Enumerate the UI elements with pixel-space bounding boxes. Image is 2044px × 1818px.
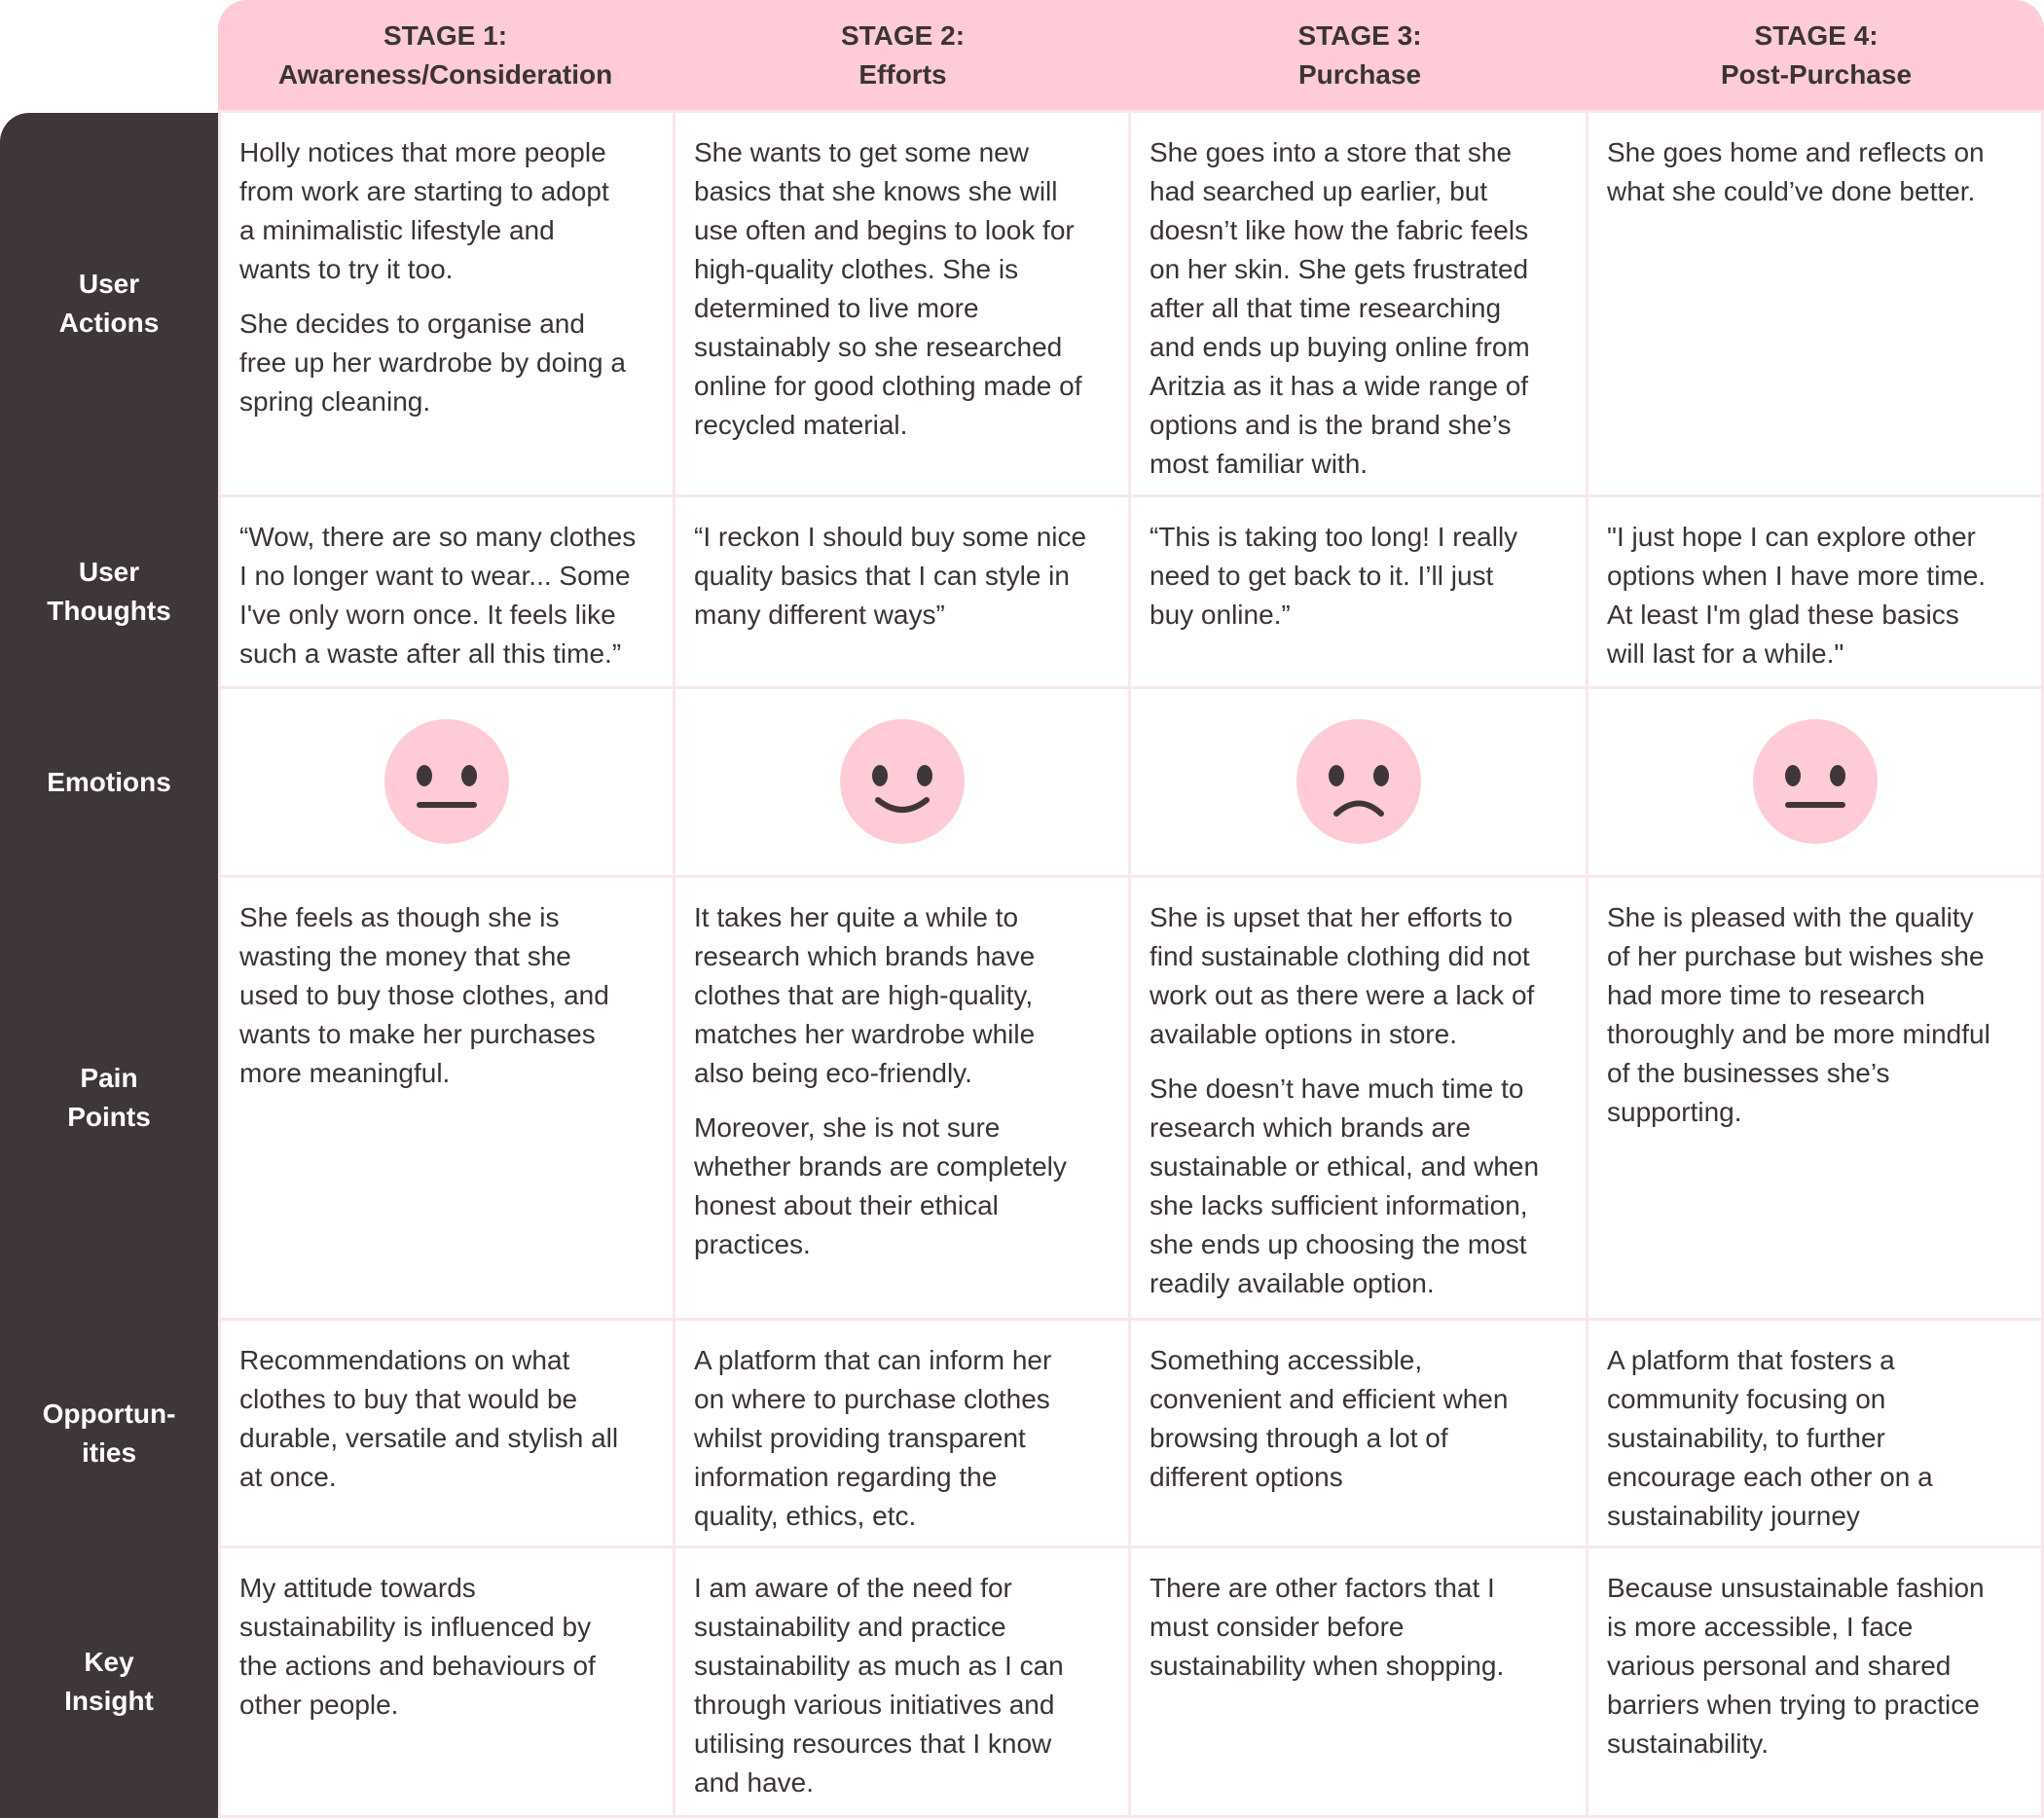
cell-paragraph: It takes her quite a while to research which brands have clothes that are high-quality, matches her wardrobe while also being eco-friendly. [694, 902, 1036, 1088]
cell-paragraph: Because unsustainable fashion is more accessible, I face various personal and shared barriers when trying to practice sustainability. [1607, 1573, 1985, 1759]
emotion-face [383, 718, 510, 855]
neutral-face-icon [1752, 718, 1879, 845]
cell-key-insight-stage-2 [673, 1545, 1131, 1818]
cell-emotions-stage-2 [673, 686, 1131, 878]
cell-paragraph: “Wow, there are so many clothes I no longer want to wear... Some I've only worn once. It feels like such a waste after all this time.” [239, 522, 637, 669]
stage-1-number: STAGE 1: [383, 19, 508, 51]
cell-paragraph: She wants to get some new basics that she knows she will use often and begins to look for high-quality clothes. She is determined to live more sustainably so she researched online for good clothing made of recycled material. [694, 137, 1082, 440]
row-label-line: Key [84, 1647, 134, 1677]
cell-user-actions-stage-1 [218, 110, 675, 497]
cell-pain-points-stage-4 [1586, 875, 2044, 1321]
journey-map-grid [218, 110, 2044, 1818]
cell-key-insight-stage-1 [218, 1545, 675, 1818]
row-label-line: ities [81, 1436, 137, 1468]
row-label-key-insight [0, 1545, 218, 1818]
cell-paragraph: I am aware of the need for sustainability and practice sustainability as much as I can through various initiatives and utilising resources that I know and have. [694, 1573, 1064, 1798]
stage-4-title: Post-Purchase [1720, 58, 1913, 90]
stage-2-title: Efforts [858, 58, 947, 90]
emotion-face [1752, 718, 1879, 855]
cell-paragraph: “This is taking too long! I really need to get back to it. I’ll just buy online.” [1150, 522, 1518, 630]
cell-paragraph: She feels as though she is wasting the money that she used to buy those clothes, and wants to make her purchases more meaningful. [239, 902, 609, 1088]
cell-user-thoughts-stage-1 [218, 494, 675, 689]
cell-paragraph: She goes home and reflects on what she could’ve done better. [1607, 137, 1985, 206]
cell-paragraph: Holly notices that more people from work are starting to adopt a minimalistic lifestyle and wants to try it too. [239, 137, 609, 284]
row-label-opportunities [0, 1318, 218, 1548]
stage-3-header [1131, 0, 1588, 110]
cell-user-thoughts-stage-4 [1586, 494, 2044, 689]
cell-paragraph: "I just hope I can explore other options when I have more time. At least I'm glad these basics will last for a while." [1607, 522, 1987, 669]
cell-paragraph: There are other factors that I must consider before sustainability when shopping. [1150, 1573, 1505, 1681]
row-label-line: Pain [80, 1063, 138, 1093]
row-label-line: Opportun- [42, 1398, 176, 1429]
row-label-line: User [78, 269, 140, 299]
sad-face-icon [1296, 718, 1422, 845]
row-label-emotions [0, 686, 218, 878]
cell-paragraph: She is upset that her efforts to find sustainable clothing did not work out as there were a lack of available options in store. [1150, 902, 1535, 1049]
smiling-face-icon [839, 718, 966, 845]
emotion-face [1296, 718, 1422, 855]
stage-1-title: Awareness/Consideration [277, 58, 613, 90]
cell-pain-points-stage-1 [218, 875, 675, 1321]
stage-3-number: STAGE 3: [1297, 19, 1422, 51]
cell-opportunities-stage-1 [218, 1318, 675, 1548]
stage-4-number: STAGE 4: [1754, 19, 1879, 51]
emotion-face [839, 718, 966, 855]
cell-emotions-stage-1 [218, 686, 675, 878]
cell-paragraph: A platform that can inform her on where to purchase clothes whilst providing transparent information regarding the quality, ethics, etc. [694, 1345, 1052, 1531]
cell-paragraph: Moreover, she is not sure whether brands are completely honest about their ethical practices. [694, 1112, 1067, 1259]
cell-key-insight-stage-3 [1128, 1545, 1588, 1818]
row-label-user-thoughts [0, 494, 218, 689]
cell-key-insight-stage-4 [1586, 1545, 2044, 1818]
stage-4-header [1588, 0, 2044, 110]
cell-user-thoughts-stage-2 [673, 494, 1131, 689]
stage-2-header [675, 0, 1130, 110]
cell-paragraph: A platform that fosters a community focusing on sustainability, to further encourage each other on a sustainability journey [1607, 1345, 1933, 1531]
cell-emotions-stage-4 [1586, 686, 2044, 878]
row-label-line: Actions [58, 308, 160, 338]
cell-opportunities-stage-2 [673, 1318, 1131, 1548]
row-label-line: Emotions [47, 766, 171, 797]
cell-paragraph: She is pleased with the quality of her purchase but wishes she had more time to research thoroughly and be more mindful of the businesses she’s supporting. [1607, 902, 1990, 1127]
cell-user-thoughts-stage-3 [1128, 494, 1588, 689]
cell-user-actions-stage-4 [1586, 110, 2044, 497]
cell-user-actions-stage-3 [1128, 110, 1588, 497]
stage-header-bar [218, 0, 2044, 110]
cell-pain-points-stage-3 [1128, 875, 1588, 1321]
stage-2-number: STAGE 2: [840, 19, 966, 51]
cell-paragraph: Recommendations on what clothes to buy that would be durable, versatile and stylish all at once. [239, 1345, 619, 1492]
cell-paragraph: She goes into a store that she had searched up earlier, but doesn’t like how the fabric feels on her skin. She gets frustrated after all that time researching and ends up buying online from Aritzia as it has a wide range of options and is the brand she’s most familiar with. [1150, 137, 1530, 479]
stage-3-title: Purchase [1297, 58, 1422, 90]
row-label-line: Thoughts [47, 596, 171, 626]
cell-pain-points-stage-2 [673, 875, 1131, 1321]
row-label-user-actions [0, 110, 218, 497]
cell-paragraph: She decides to organise and free up her wardrobe by doing a spring cleaning. [239, 309, 626, 417]
stage-1-header [218, 0, 673, 110]
cell-paragraph: My attitude towards sustainability is influenced by the actions and behaviours of other people. [239, 1573, 596, 1720]
cell-opportunities-stage-4 [1586, 1318, 2044, 1548]
cell-user-actions-stage-2 [673, 110, 1131, 497]
cell-paragraph: She doesn’t have much time to research which brands are sustainable or ethical, and when she lacks sufficient information, she ends up choosing the most readily available option. [1150, 1073, 1540, 1298]
row-label-line: Points [67, 1102, 151, 1132]
row-label-line: Insight [64, 1686, 154, 1716]
neutral-face-icon [383, 718, 510, 845]
row-label-line: User [78, 557, 140, 587]
cell-opportunities-stage-3 [1128, 1318, 1588, 1548]
cell-emotions-stage-3 [1128, 686, 1588, 878]
row-label-pain-points [0, 875, 218, 1321]
cell-paragraph: Something accessible, convenient and efficient when browsing through a lot of different options [1150, 1345, 1509, 1492]
cell-paragraph: “I reckon I should buy some nice quality basics that I can style in many different ways” [694, 522, 1087, 630]
